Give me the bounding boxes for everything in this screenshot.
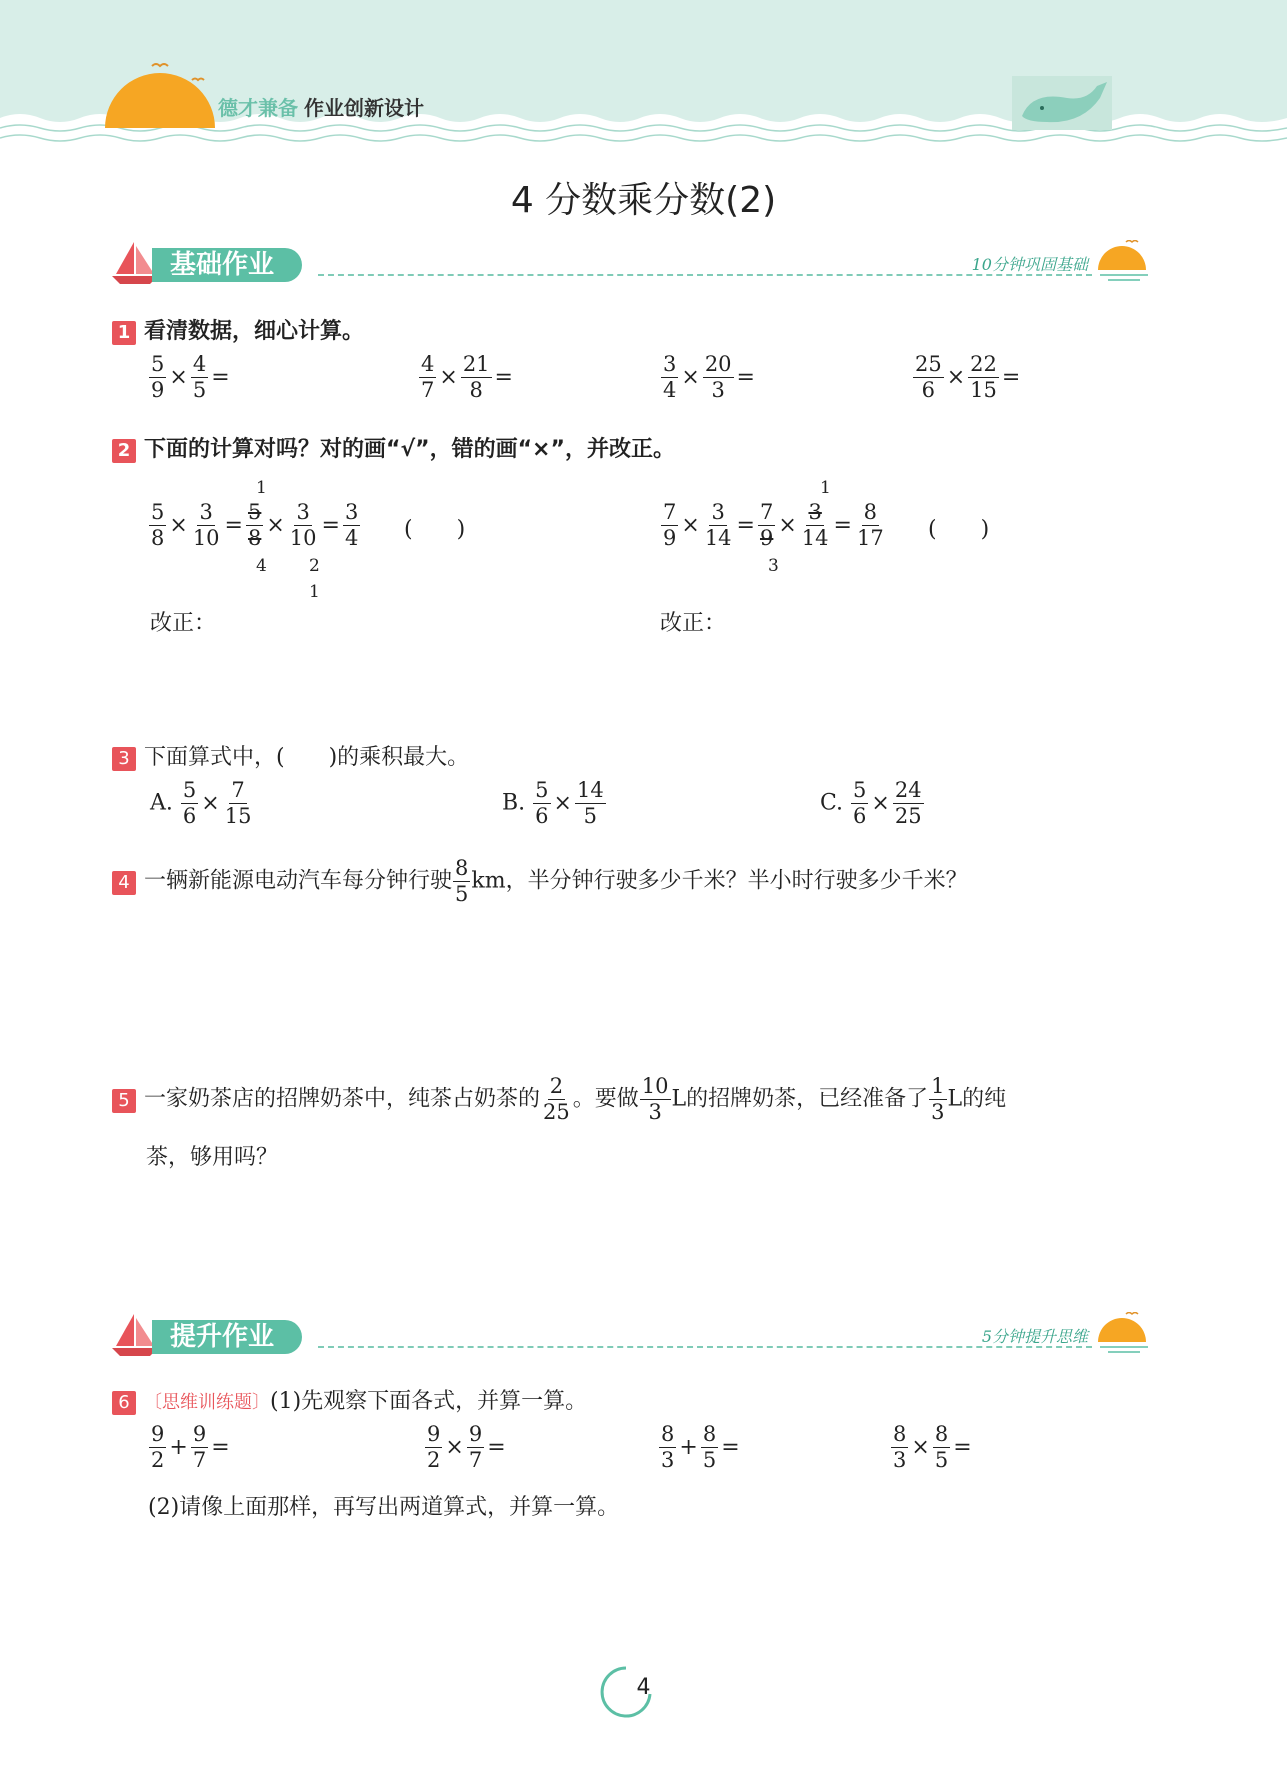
q4-text-after: km，半分钟行驶多少千米？半小时行驶多少千米？	[471, 868, 968, 894]
q1-item-1[interactable]: $\frac{5}{9}$ × $\frac{4}{5}$ =	[151, 352, 230, 403]
q2-left-answer-box[interactable]: ( )	[404, 517, 466, 542]
brand-green: 德才兼备	[218, 96, 298, 120]
q2-left-cancel-above: 1	[256, 478, 267, 498]
q6-part2: (2)请像上面那样，再写出两道算式，并算一算。	[148, 1495, 620, 1520]
q1-item-2[interactable]: $\frac{4}{7}$ × $\frac{21}{8}$ =	[421, 352, 513, 403]
q2-number: 2	[112, 439, 136, 463]
q3-text: 下面算式中，( )的乘积最大。	[144, 745, 470, 770]
q5-text-cont: 茶，够用吗？	[146, 1145, 279, 1170]
q2-right-cancel-below: 3	[768, 556, 779, 576]
q6-number: 6	[112, 1391, 136, 1415]
q3-option-b[interactable]: B. $\frac{5}{6}$ × $\frac{14}{5}$	[502, 778, 604, 829]
section-advanced-label: 提升作业	[152, 1320, 302, 1354]
q2-right-expression: $\frac{7}{9}$ × $\frac{3}{14}$ = $\frac{7}{9}$ × $\frac{3}{14}$ = $\frac{8}{17}$	[663, 500, 884, 551]
q6-item-4[interactable]: $\frac{8}{3}$ × $\frac{8}{5}$ =	[893, 1422, 972, 1473]
q3-option-c[interactable]: C. $\frac{5}{6}$ × $\frac{24}{25}$	[820, 778, 922, 829]
q4-text-before: 一辆新能源电动汽车每分钟行驶	[144, 868, 453, 894]
q2-text: 下面的计算对吗？对的画“√”，错的画“×”，并改正。	[144, 437, 675, 462]
section-advanced-banner	[112, 1316, 1152, 1356]
sun-icon	[100, 58, 220, 128]
q2-right-answer-box[interactable]: ( )	[928, 517, 990, 542]
sunset-icon	[1094, 240, 1152, 284]
q6-item-2[interactable]: $\frac{9}{2}$ × $\frac{9}{7}$ =	[427, 1422, 506, 1473]
q5-prompt: 5 一家奶茶店的招牌奶茶中，纯茶占奶茶的 $\frac{2}{25}$ 。要做 $\frac{10}{3}$ L的招牌奶茶，已经准备了 $\frac{1}{3}$ L的纯	[112, 1074, 1006, 1125]
whale-icon	[1012, 76, 1112, 130]
section-advanced-tag	[152, 1320, 302, 1354]
section-basic-label: 基础作业	[152, 248, 302, 282]
q3-option-a[interactable]: A. $\frac{5}{6}$ × $\frac{7}{15}$	[150, 778, 252, 829]
section-basic-banner	[112, 244, 1152, 284]
q6-item-1[interactable]: $\frac{9}{2}$ + $\frac{9}{7}$ =	[151, 1422, 230, 1473]
section-divider	[318, 1346, 1092, 1348]
q2-prompt	[112, 432, 675, 463]
q2-left-cancel-below-3: 1	[309, 582, 320, 602]
q4-prompt: 4 一辆新能源电动汽车每分钟行驶 $\frac{8}{5}$ km，半分钟行驶多少千米？半小时行驶多少千米？	[112, 856, 968, 907]
page-header	[0, 0, 1287, 150]
brand-title	[218, 92, 424, 121]
q1-number: 1	[112, 321, 136, 345]
q6-item-3[interactable]: $\frac{8}{3}$ + $\frac{8}{5}$ =	[661, 1422, 740, 1473]
q1-item-4[interactable]: $\frac{25}{6}$ × $\frac{22}{15}$ =	[915, 352, 1021, 403]
page-title: 4 分数乘分数(2)	[510, 180, 777, 221]
section-basic-sub: 10分钟巩固基础	[971, 255, 1088, 274]
q6-prompt	[112, 1384, 587, 1415]
q2-right-cancel-above: 1	[820, 478, 831, 498]
q1-prompt	[112, 314, 364, 345]
q2-right-correction-label: 改正：	[660, 611, 727, 636]
q4-number: 4	[112, 871, 136, 895]
q3-prompt	[112, 740, 469, 771]
section-advanced-sub: 5分钟提升思维	[981, 1327, 1088, 1346]
q2-left-cancel-below-2: 2	[309, 556, 320, 576]
q5-number: 5	[112, 1089, 136, 1113]
sunset-icon	[1094, 1312, 1152, 1356]
q6-tag: 〔思维训练题〕	[144, 1392, 270, 1413]
q1-item-3[interactable]: $\frac{3}{4}$ × $\frac{20}{3}$ =	[663, 352, 755, 403]
q2-left-correction-label: 改正：	[150, 611, 217, 636]
q3-number: 3	[112, 747, 136, 771]
section-basic-tag	[152, 248, 302, 282]
q2-left-expression: $\frac{5}{8}$ × $\frac{3}{10}$ = $\frac{5}{8}$ × $\frac{3}{10}$ = $\frac{3}{4}$	[151, 500, 359, 551]
page-number: 4	[636, 1675, 651, 1700]
q2-left-cancel-below: 4	[256, 556, 267, 576]
q1-text: 看清数据，细心计算。	[144, 319, 365, 344]
brand-dark: 作业创新设计	[304, 96, 424, 120]
q6-text: (1)先观察下面各式，并算一算。	[270, 1389, 588, 1414]
